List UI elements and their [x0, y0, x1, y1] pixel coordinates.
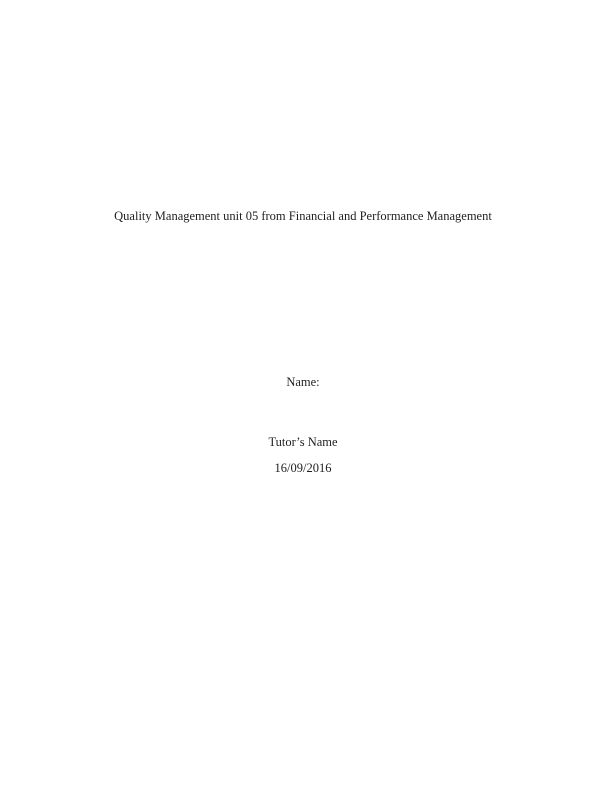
- document-title: Quality Management unit 05 from Financial and Performance Management: [114, 209, 492, 223]
- tutor-name-line: Tutor’s Name: [268, 435, 338, 449]
- name-label: Name:: [286, 375, 320, 389]
- date-line: 16/09/2016: [274, 461, 332, 475]
